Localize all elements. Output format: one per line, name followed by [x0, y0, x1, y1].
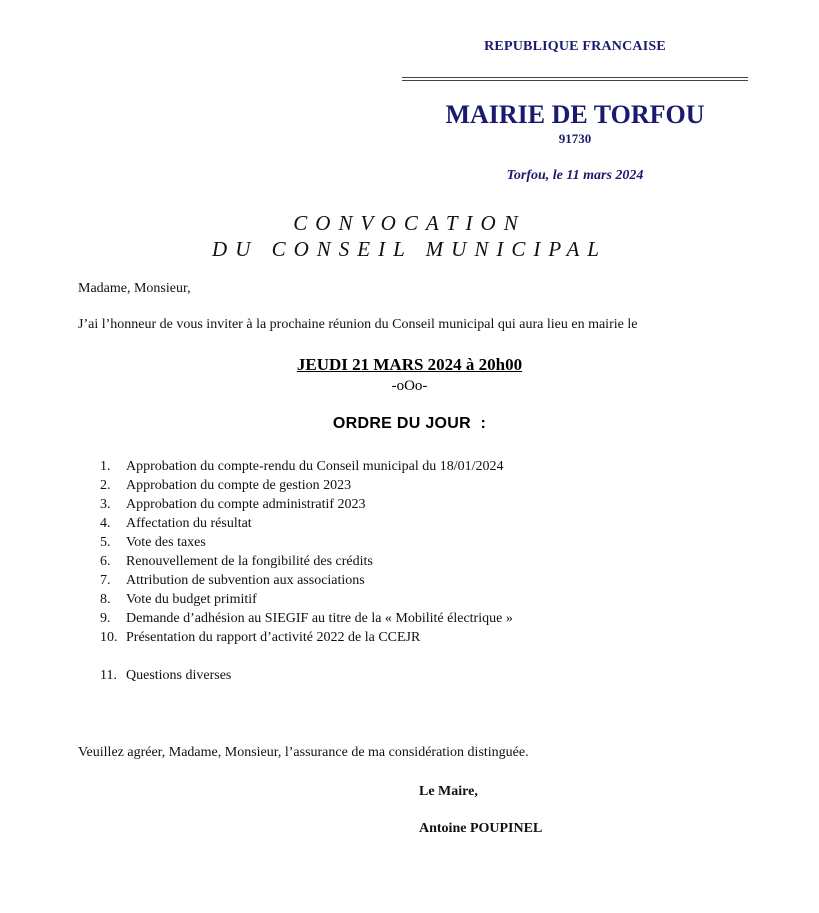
agenda-item: 2. Approbation du compte de gestion 2023 — [100, 478, 352, 493]
agenda-item: 7. Attribution de subvention aux associations — [100, 573, 365, 588]
signature-role: Le Maire, — [419, 784, 478, 799]
agenda-item: 3. Approbation du compte administratif 2023 — [100, 497, 366, 512]
agenda-item: 6. Renouvellement de la fongibilité des crédits — [100, 554, 373, 569]
agenda-item: 9. Demande d’adhésion au SIEGIF au titre de la « Mobilité électrique » — [100, 611, 513, 626]
title-line-2: DU CONSEIL MUNICIPAL — [212, 237, 607, 261]
closing-formula: Veuillez agréer, Madame, Monsieur, l’assurance de ma considération distinguée. — [78, 745, 529, 760]
mairie-title: MAIRIE DE TORFOU — [445, 100, 705, 129]
meeting-date: JEUDI 21 MARS 2024 à 20h00 — [296, 355, 523, 374]
agenda-item: 1. Approbation du compte-rendu du Conseil municipal du 18/01/2024 — [100, 459, 504, 474]
signature-name: Antoine POUPINEL — [419, 821, 543, 836]
place-date: Torfou, le 11 mars 2024 — [506, 168, 644, 183]
postal-code: 91730 — [558, 131, 592, 146]
header-rule-bottom — [402, 80, 748, 81]
agenda-item: 4. Affectation du résultat — [100, 516, 252, 531]
agenda-item: 5. Vote des taxes — [100, 535, 206, 550]
title-line-1: CONVOCATION — [293, 211, 526, 235]
header-rule-top — [402, 77, 748, 78]
salutation: Madame, Monsieur, — [78, 281, 191, 296]
intro-paragraph: J’ai l’honneur de vous inviter à la prochaine réunion du Conseil municipal qui aura lieu en mairie le — [78, 317, 638, 332]
republique-heading: REPUBLIQUE FRANCAISE — [484, 39, 666, 54]
separator: -oOo- — [391, 378, 428, 394]
agenda-item: 11. Questions diverses — [100, 668, 232, 683]
agenda-title: ORDRE DU JOUR : — [332, 415, 487, 432]
agenda-item: 10. Présentation du rapport d’activité 2022 de la CCEJR — [100, 630, 421, 645]
agenda-item: 8. Vote du budget primitif — [100, 592, 257, 607]
agenda-list — [100, 457, 513, 685]
